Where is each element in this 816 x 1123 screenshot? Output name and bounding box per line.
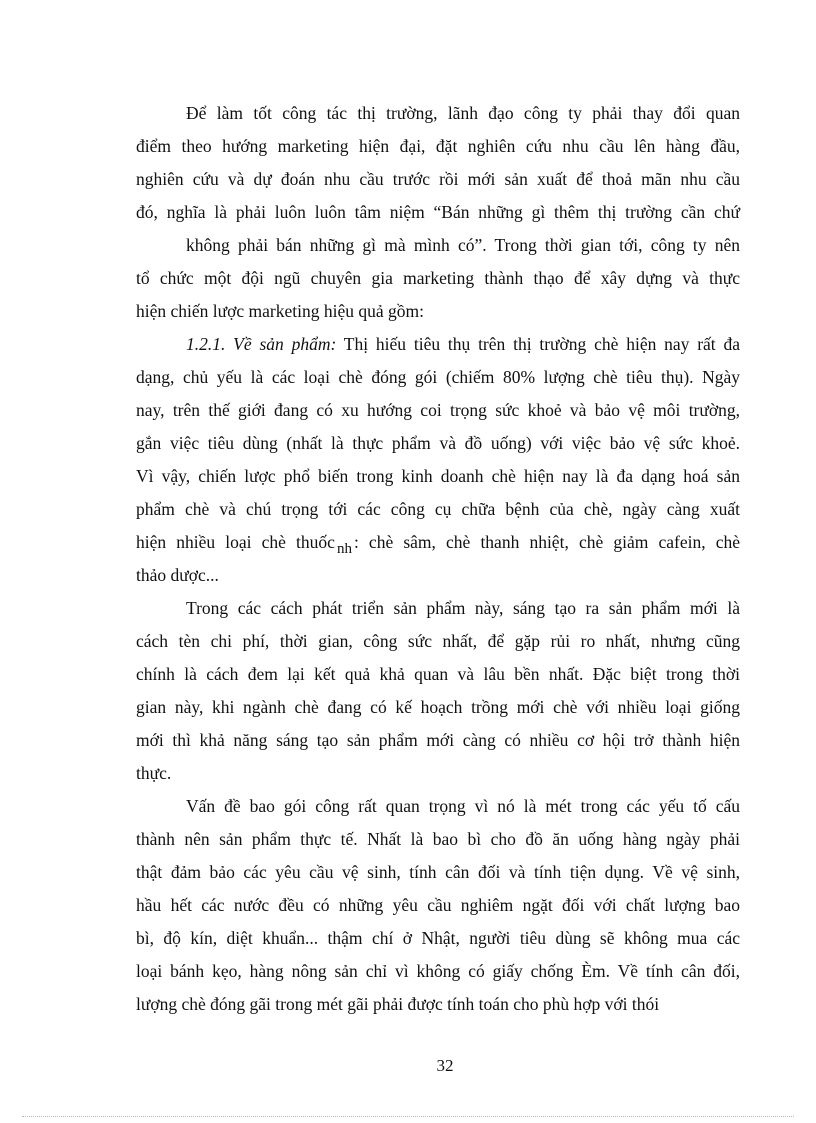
text-span: hiện nhiều loại chè thuốc [136, 532, 335, 552]
text-line: Để làm tốt công tác thị trường, lãnh đạo công ty phải thay đổi quan [186, 103, 740, 123]
text-line: gắn việc tiêu dùng (nhất là thực phẩm và đồ uống) với việc bảo vệ sức khoẻ. [136, 433, 740, 453]
text-line: mới thì khả năng sáng tạo sản phẩm mới càng có nhiều cơ hội trở thành hiện [136, 730, 740, 750]
text-line: nay, trên thế giới đang có xu hướng coi trọng sức khoẻ và bảo vệ môi trường, [136, 400, 740, 420]
page-number: 32 [436, 1056, 454, 1075]
text-line: phẩm chè và chú trọng tới các công cụ chữa bệnh của chè, ngày càng xuất [136, 499, 740, 519]
subscript-text: nh [336, 541, 352, 557]
text-line [136, 532, 741, 557]
text-line: loại bánh kẹo, hàng nông sản chỉ vì không có giấy chống Èm. Về tính cân đối, [136, 961, 740, 981]
section-heading-line [186, 334, 740, 354]
page-bottom-dotted-rule [22, 1116, 794, 1117]
text-span: : chè sâm, chè thanh nhiệt, chè giảm cafein, chè [353, 532, 741, 552]
text-line: gian này, khi ngành chè đang có kế hoạch trồng mới chè với nhiều loại giống [136, 697, 740, 717]
text-line: Vấn đề bao gói công rất quan trọng vì nó là mét trong các yếu tố cấu [186, 796, 740, 816]
text-line: thảo dược... [136, 565, 219, 585]
text-line: thật đảm bảo các yêu cầu vệ sinh, tính cân đối và tính tiện dụng. Về vệ sinh, [136, 862, 740, 882]
section-heading: 1.2.1. Về sản phẩm: [186, 334, 337, 354]
text-line: Vì vậy, chiến lược phổ biến trong kinh doanh chè hiện nay là đa dạng hoá sản [136, 466, 740, 486]
text-line: chính là cách đem lại kết quả khả quan và lâu bền nhất. Đặc biệt trong thời [136, 664, 740, 684]
text-line: Trong các cách phát triển sản phẩm này, sáng tạo ra sản phẩm mới là [186, 598, 740, 618]
text-line: thực. [136, 763, 172, 783]
text-line: lượng chè đóng gãi trong mét gãi phải được tính toán cho phù hợp với thói [136, 994, 660, 1014]
text-line: dạng, chủ yếu là các loại chè đóng gói (chiếm 80% lượng chè tiêu thụ). Ngày [136, 367, 740, 387]
text-line: tổ chức một đội ngũ chuyên gia marketing thành thạo để xây dựng và thực [136, 268, 740, 288]
text-line: thành nên sản phẩm thực tế. Nhất là bao bì cho đồ ăn uống hàng ngày phải [136, 829, 740, 849]
text-line: điểm theo hướng marketing hiện đại, đặt nghiên cứu nhu cầu lên hàng đầu, [136, 136, 740, 156]
text-span: Thị hiếu tiêu thụ trên thị trường chè hiện nay rất đa [343, 334, 741, 354]
text-line: không phải bán những gì mà mình có”. Trong thời gian tới, công ty nên [186, 235, 740, 255]
text-line: đó, nghĩa là phải luôn luôn tâm niệm “Bán những gì thêm thị trường cần chứ [136, 202, 740, 222]
text-line: hiện chiến lược marketing hiệu quả gồm: [136, 301, 424, 321]
text-line: hầu hết các nước đều có những yêu cầu nghiêm ngặt đối với chất lượng bao [136, 895, 740, 915]
text-line: nghiên cứu và dự đoán nhu cầu trước rồi mới sản xuất để thoả mãn nhu cầu [136, 169, 740, 189]
text-line: bì, độ kín, diệt khuẩn... thậm chí ở Nhật, người tiêu dùng sẽ không mua các [136, 928, 740, 948]
text-line: cách tèn chi phí, thời gian, công sức nhất, để gặp rủi ro nhất, nhưng cũng [136, 631, 740, 651]
